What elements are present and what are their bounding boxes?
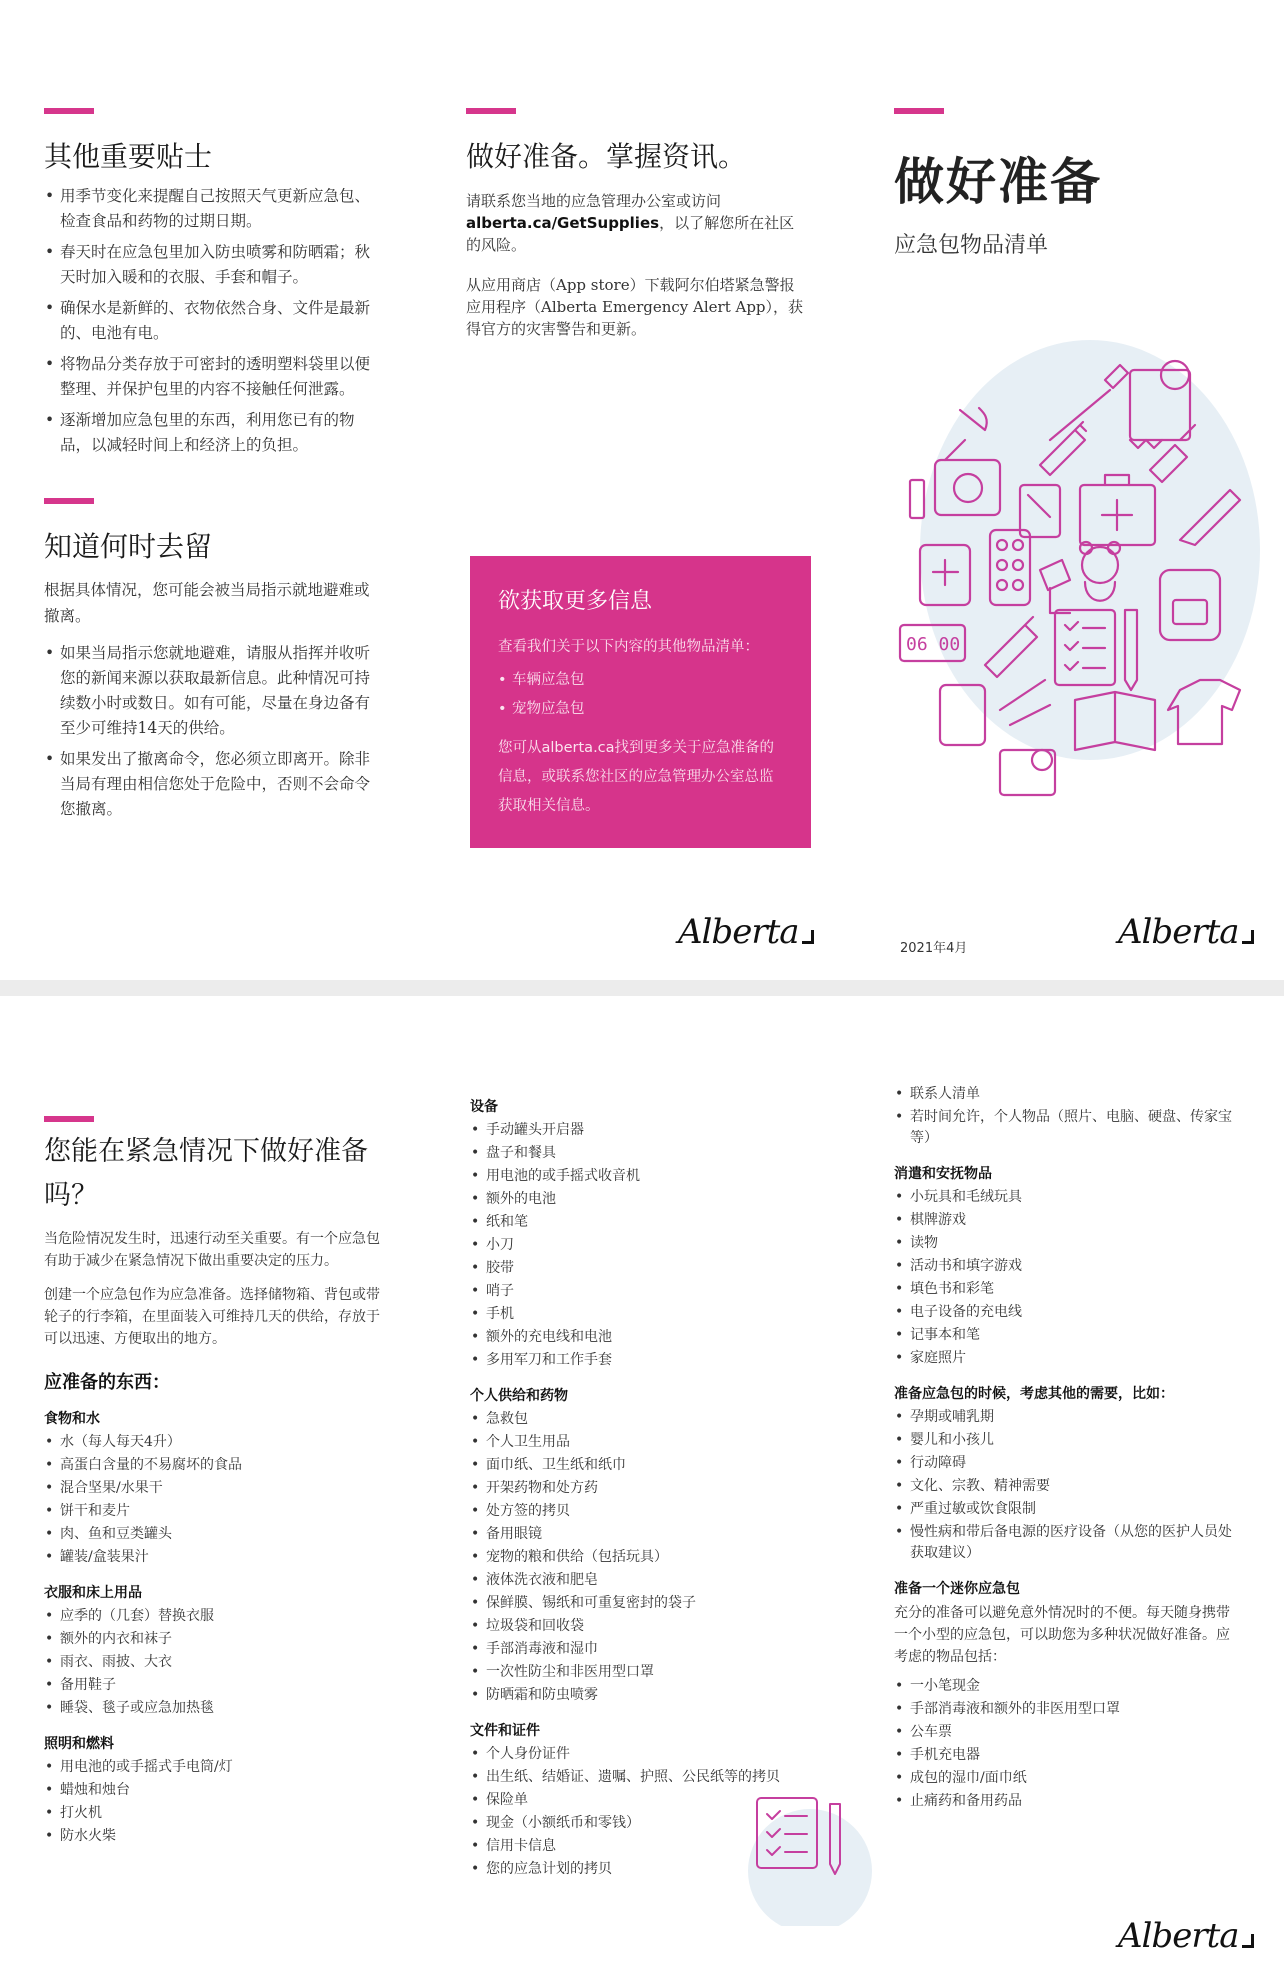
- list-item: • 宠物应急包: [498, 695, 783, 724]
- list-item: • 一小笔现金: [894, 1676, 1234, 1697]
- list-item: • 开架药物和处方药: [470, 1478, 790, 1499]
- list-item: • 文化、宗教、精神需要: [894, 1476, 1234, 1497]
- list-item: • 液体洗衣液和肥皂: [470, 1570, 790, 1591]
- list-item: • 面巾纸、卫生纸和纸巾: [470, 1455, 790, 1476]
- list-item: • 若时间允许，个人物品（照片、电脑、硬盘、传家宝等）: [894, 1107, 1234, 1149]
- list-item: • 家庭照片: [894, 1348, 1234, 1369]
- docs-title: 文件和证件: [470, 1723, 540, 1739]
- list-item: • 棋牌游戏: [894, 1210, 1234, 1231]
- list-item: • 蜡烛和烛台: [44, 1780, 384, 1801]
- need-title: 应准备的东西：: [44, 1372, 170, 1393]
- stay-intro: 根据具体情况，您可能会被当局指示就地避难或撤离。: [44, 581, 370, 626]
- mini-title: 准备一个迷你应急包: [894, 1581, 1020, 1597]
- list-item: • 盘子和餐具: [470, 1143, 790, 1164]
- brochure-inside: [0, 996, 1284, 1982]
- list-item: • 您的应急计划的拷贝: [470, 1859, 790, 1880]
- cover-date: 2021年4月: [900, 941, 968, 956]
- list-item: • 手部消毒液和额外的非医用型口罩: [894, 1699, 1234, 1720]
- list-item: • 现金（小额纸币和零钱）: [470, 1813, 790, 1834]
- list-item: • 车辆应急包: [498, 666, 783, 695]
- accent-bar: [466, 108, 516, 114]
- list-item: • 宠物的粮和供给（包括玩具）: [470, 1547, 790, 1568]
- list-item: • 个人身份证件: [470, 1744, 790, 1765]
- list-item: • 垃圾袋和回收袋: [470, 1616, 790, 1637]
- list-item: • 保险单: [470, 1790, 790, 1811]
- cover-column: [894, 108, 1254, 259]
- tips-column: [44, 108, 374, 828]
- list-item: • 春天时在应急包里加入防虫喷雾和防晒霜；秋天时加入暖和的衣服、手套和帽子。: [44, 240, 374, 290]
- list-item: • 处方签的拷贝: [470, 1501, 790, 1522]
- more-info-footer: 您可从alberta.ca找到更多关于应急准备的信息，或联系您社区的应急管理办公室总监获取相关信息。: [498, 740, 775, 814]
- list-item: • 应季的（几套）替换衣服: [44, 1606, 384, 1627]
- kit-column-3: [894, 1084, 1234, 1814]
- kit-column-2: [470, 1096, 790, 1882]
- list-item: • 高蛋白含量的不易腐坏的食品: [44, 1455, 384, 1476]
- accent-bar: [44, 1116, 94, 1122]
- informed-text: ，以了解您所在社区的风险。: [466, 213, 795, 254]
- comfort-title: 消遣和安抚物品: [894, 1166, 992, 1182]
- stay-list: [44, 641, 374, 822]
- list-item: • 哨子: [470, 1281, 790, 1302]
- kit-intro-2: 创建一个应急包作为应急准备。选择储物箱、背包或带轮子的行李箱，在里面装入可维持几天的供给，存放于可以迅速、方便取出的地方。: [44, 1287, 380, 1347]
- tips-list: [44, 184, 374, 458]
- list-item: • 用季节变化来提醒自己按照天气更新应急包、检查食品和药物的过期日期。: [44, 184, 374, 234]
- list-item: • 急救包: [470, 1409, 790, 1430]
- list-item: • 活动书和填字游戏: [894, 1256, 1234, 1277]
- more-info-list: [498, 666, 783, 724]
- alberta-logo: [678, 912, 814, 952]
- list-item: • 如果当局指示您就地避难，请服从指挥并收听您的新闻来源以获取最新信息。此种情况可持续数小时或数日。如有可能，尽量在身边备有至少可维持14天的供给。: [44, 641, 374, 741]
- list-item: • 信用卡信息: [470, 1836, 790, 1857]
- mini-intro: 充分的准备可以避免意外情况时的不便。每天随身携带一个小型的应急包，可以助您为多种状况做好准备。应考虑的物品包括：: [894, 1605, 1230, 1665]
- light-list: [44, 1757, 384, 1847]
- personal-title: 个人供给和药物: [470, 1388, 568, 1404]
- more-info-box: [470, 556, 811, 848]
- accent-bar: [894, 108, 944, 114]
- food-list: [44, 1432, 384, 1568]
- list-item: • 饼干和麦片: [44, 1501, 384, 1522]
- equipment-list: [470, 1120, 790, 1371]
- logo-mark-icon: [802, 930, 814, 944]
- list-item: • 打火机: [44, 1803, 384, 1824]
- list-item: • 防晒霜和防虫喷雾: [470, 1685, 790, 1706]
- list-item: • 手动罐头开启器: [470, 1120, 790, 1141]
- list-item: • 备用眼镜: [470, 1524, 790, 1545]
- list-item: • 填色书和彩笔: [894, 1279, 1234, 1300]
- logo-text: Alberta: [1118, 1916, 1239, 1956]
- checklist-icon: [735, 1776, 875, 1926]
- list-item: • 严重过敏或饮食限制: [894, 1499, 1234, 1520]
- list-item: • 多用军刀和工作手套: [470, 1350, 790, 1371]
- cover-title: 做好准备: [894, 153, 1102, 211]
- list-item: • 额外的充电线和电池: [470, 1327, 790, 1348]
- accent-bar: [44, 108, 94, 114]
- list-item: • 混合坚果/水果干: [44, 1478, 384, 1499]
- food-title: 食物和水: [44, 1411, 100, 1427]
- light-title: 照明和燃料: [44, 1736, 114, 1752]
- logo-text: Alberta: [678, 912, 799, 952]
- list-item: • 手机: [470, 1304, 790, 1325]
- list-item: • 纸和笔: [470, 1212, 790, 1233]
- logo-mark-icon: [1242, 930, 1254, 944]
- list-item: • 逐渐增加应急包里的东西，利用您已有的物品，以减轻时间上和经济上的负担。: [44, 408, 374, 458]
- list-item: • 一次性防尘和非医用型口罩: [470, 1662, 790, 1683]
- list-item: • 电子设备的充电线: [894, 1302, 1234, 1323]
- alberta-logo: [1118, 1916, 1254, 1956]
- personal-list: [470, 1409, 790, 1706]
- list-item: • 水（每人每天4升）: [44, 1432, 384, 1453]
- clothes-title: 衣服和床上用品: [44, 1585, 142, 1601]
- list-item: • 出生纸、结婚证、遗嘱、护照、公民纸等的拷贝: [470, 1767, 790, 1788]
- list-item: • 雨衣、雨披、大衣: [44, 1652, 384, 1673]
- kit-title: 您能在紧急情况下做好准备吗？: [44, 1136, 368, 1211]
- list-item: • 孕期或哺乳期: [894, 1407, 1234, 1428]
- list-item: • 止痛药和备用药品: [894, 1791, 1234, 1812]
- more-info-intro: 查看我们关于以下内容的其他物品清单：: [498, 639, 759, 655]
- list-item: • 如果发出了撤离命令，您必须立即离开。除非当局有理由相信您处于危险中，否则不会命令您撤离。: [44, 747, 374, 822]
- list-item: • 成包的湿巾/面巾纸: [894, 1768, 1234, 1789]
- informed-text: 请联系您当地的应急管理办公室或访问: [466, 191, 722, 210]
- informed-paragraph-2: 从应用商店（App store）下载阿尔伯塔紧急警报应用程序（Alberta Emergency Alert App），获得官方的灾害警告和更新。: [466, 275, 804, 338]
- informed-title: 做好准备。掌握资讯。: [466, 140, 747, 173]
- list-item: • 防水火柴: [44, 1826, 384, 1847]
- list-item: • 用电池的或手摇式收音机: [470, 1166, 790, 1187]
- kit-column-1: [44, 1116, 384, 1849]
- clothes-list: [44, 1606, 384, 1719]
- list-item: • 额外的电池: [470, 1189, 790, 1210]
- more-info-title: 欲获取更多信息: [498, 589, 653, 614]
- brochure-outside: [0, 0, 1284, 980]
- list-item: • 保鲜膜、锡纸和可重复密封的袋子: [470, 1593, 790, 1614]
- tips-title: 其他重要贴士: [44, 140, 213, 173]
- kit-intro-1: 当危险情况发生时，迅速行动至关重要。有一个应急包有助于减少在紧急情况下做出重要决定的压力。: [44, 1231, 380, 1269]
- list-item: • 睡袋、毯子或应急加热毯: [44, 1698, 384, 1719]
- list-item: • 确保水是新鲜的、衣物依然合身、文件是最新的、电池有电。: [44, 296, 374, 346]
- list-item: • 胶带: [470, 1258, 790, 1279]
- equipment-title: 设备: [470, 1099, 498, 1115]
- list-item: • 小玩具和毛绒玩具: [894, 1187, 1234, 1208]
- list-item: • 婴儿和小孩儿: [894, 1430, 1234, 1451]
- stay-title: 知道何时去留: [44, 529, 213, 563]
- docs-more-list: [894, 1084, 1234, 1149]
- list-item: • 个人卫生用品: [470, 1432, 790, 1453]
- list-item: • 肉、鱼和豆类罐头: [44, 1524, 384, 1545]
- logo-text: Alberta: [1118, 912, 1239, 952]
- list-item: • 记事本和笔: [894, 1325, 1234, 1346]
- list-item: • 联系人清单: [894, 1084, 1234, 1105]
- list-item: • 小刀: [470, 1235, 790, 1256]
- informed-paragraph-1: [466, 190, 806, 256]
- emergency-kit-illustration-icon: [890, 320, 1270, 800]
- list-item: • 罐装/盒装果汁: [44, 1547, 384, 1568]
- list-item: • 公车票: [894, 1722, 1234, 1743]
- get-supplies-link[interactable]: alberta.ca/GetSupplies: [466, 213, 660, 232]
- list-item: • 行动障碍: [894, 1453, 1234, 1474]
- list-item: • 将物品分类存放于可密封的透明塑料袋里以便整理、并保护包里的内容不接触任何泄露。: [44, 352, 374, 402]
- mini-list: [894, 1676, 1234, 1812]
- list-item: • 备用鞋子: [44, 1675, 384, 1696]
- list-item: • 额外的内衣和袜子: [44, 1629, 384, 1650]
- svg-text:06 00: 06 00: [906, 634, 961, 655]
- accent-bar: [44, 498, 94, 504]
- list-item: • 慢性病和带后备电源的医疗设备（从您的医护人员处获取建议）: [894, 1522, 1234, 1564]
- list-item: • 用电池的或手摇式手电筒/灯: [44, 1757, 384, 1778]
- needs-title: 准备应急包的时候，考虑其他的需要，比如：: [894, 1386, 1174, 1402]
- list-item: • 手部消毒液和湿巾: [470, 1639, 790, 1660]
- alberta-logo: [1118, 912, 1254, 952]
- cover-subtitle: 应急包物品清单: [894, 233, 1049, 258]
- informed-column: [466, 108, 806, 340]
- logo-mark-icon: [1242, 1934, 1254, 1948]
- list-item: • 手机充电器: [894, 1745, 1234, 1766]
- comfort-list: [894, 1187, 1234, 1369]
- list-item: • 读物: [894, 1233, 1234, 1254]
- needs-list: [894, 1407, 1234, 1564]
